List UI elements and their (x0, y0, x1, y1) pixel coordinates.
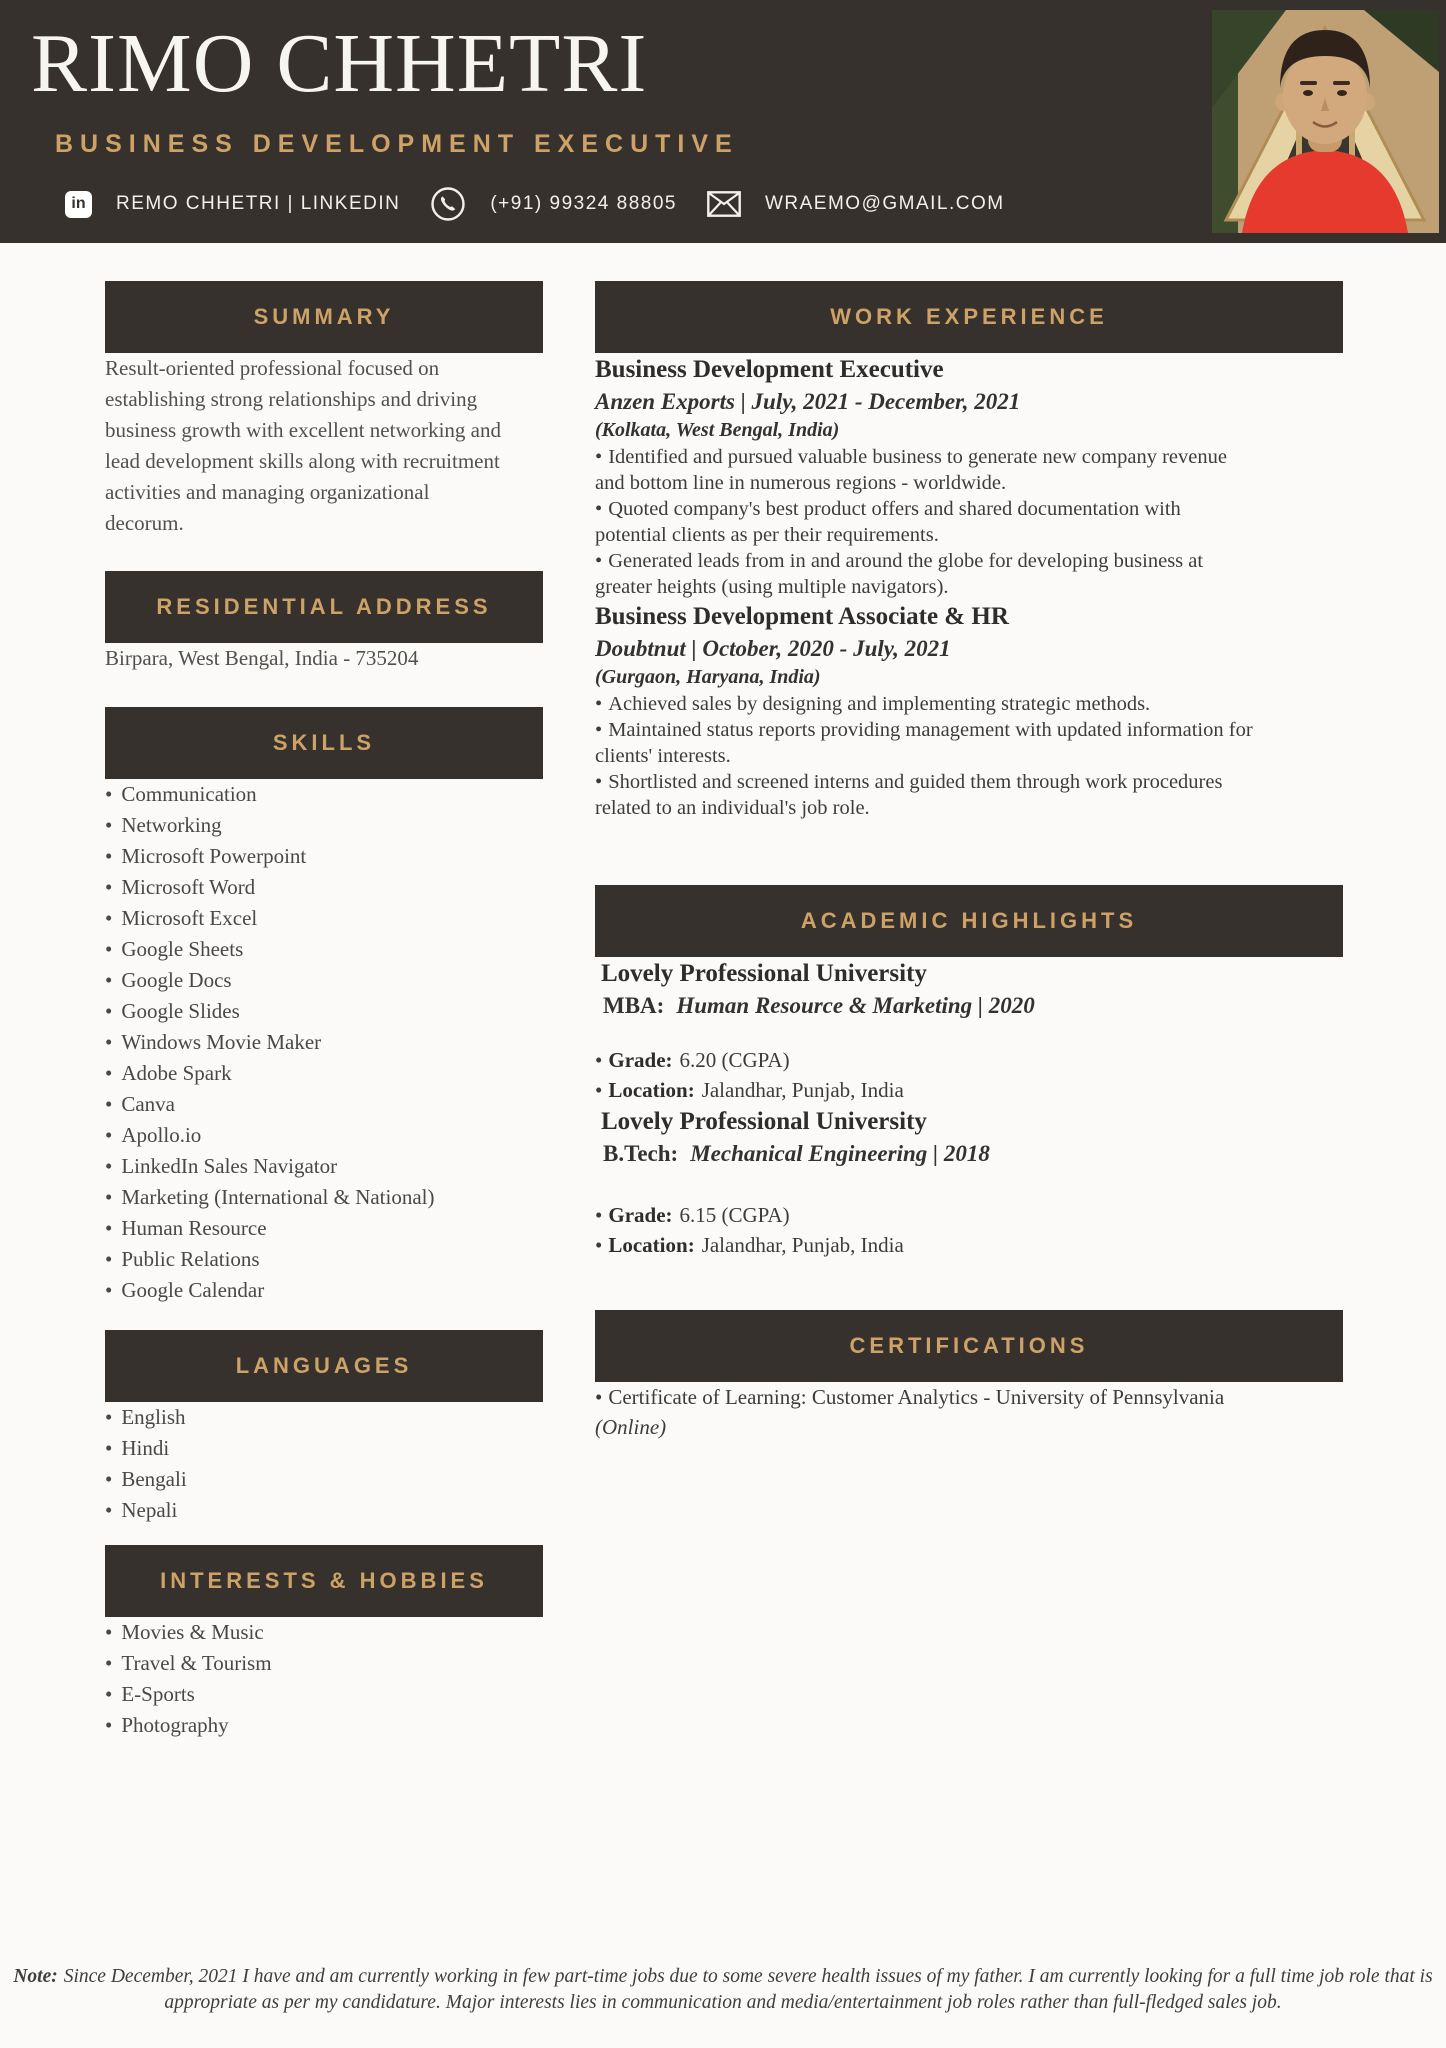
person-job-title: BUSINESS DEVELOPMENT EXECUTIVE (55, 130, 739, 158)
languages-list (105, 1402, 543, 1526)
job-location: (Kolkata, West Bengal, India) (595, 419, 840, 441)
header (0, 0, 1446, 243)
degree-line: B.Tech: Mechanical Engineering | 2018 (603, 1141, 990, 1166)
list-item: • Google Calendar (105, 1278, 265, 1302)
section-heading-work-experience: WORK EXPERIENCE (595, 281, 1343, 353)
list-item: • Hindi (105, 1436, 170, 1460)
section-heading-summary: SUMMARY (105, 281, 543, 353)
job-location: (Gurgaon, Haryana, India) (595, 666, 821, 688)
list-item: • Adobe Spark (105, 1061, 232, 1085)
right-column (595, 281, 1343, 1442)
location-line: • Location: Jalandhar, Punjab, India (595, 1233, 904, 1257)
list-item: • LinkedIn Sales Navigator (105, 1154, 338, 1178)
list-item: • Google Slides (105, 999, 240, 1023)
list-item: • Marketing (International & National) (105, 1185, 435, 1209)
envelope-icon (707, 191, 741, 217)
email-label: WRAEMO@GMAIL.COM (764, 193, 1005, 214)
phone-label: (+91) 99324 88805 (490, 193, 677, 214)
section-heading-skills: SKILLS (105, 707, 543, 779)
list-item: • Google Sheets (105, 937, 244, 961)
section-heading-certifications: CERTIFICATIONS (595, 1310, 1343, 1382)
grade-line: • Grade: 6.20 (CGPA) (595, 1048, 790, 1072)
school-name: Lovely Professional University (601, 960, 927, 987)
job-bullet: • Quoted company's best product offers and shared documentation with potential clients as per their requirements. (595, 498, 1181, 546)
phone-icon (430, 186, 466, 222)
linkedin-icon: in (65, 191, 92, 218)
section-heading-academics: ACADEMIC HIGHLIGHTS (595, 885, 1343, 957)
job-company-dates: Anzen Exports | July, 2021 - December, 2021 (595, 389, 1021, 414)
job-title: Business Development Associate & HR (595, 603, 1009, 630)
job-bullet: • Achieved sales by designing and implementing strategic methods. (595, 693, 1151, 715)
section-heading-languages: LANGUAGES (105, 1330, 543, 1402)
job-bullet: • Generated leads from in and around the globe for developing business at greater heights (using multiple navigators). (595, 550, 1204, 598)
list-item: • Bengali (105, 1467, 187, 1491)
location-line: • Location: Jalandhar, Punjab, India (595, 1078, 904, 1102)
address-text: Birpara, West Bengal, India - 735204 (105, 646, 419, 670)
left-column (105, 281, 543, 1741)
note-label: Note: (13, 1966, 58, 1987)
linkedin-label: REMO CHHETRI | LINKEDIN (116, 193, 401, 214)
list-item: • Canva (105, 1092, 176, 1116)
summary-text: Result-oriented professional focused on establishing strong relationships and driving business growth with excellent networking and lead development skills along with recruitment activities and managing organizational decorum. (105, 356, 502, 535)
list-item: • Travel & Tourism (105, 1651, 272, 1675)
school-details (595, 1045, 1343, 1105)
list-item: • E-Sports (105, 1682, 195, 1706)
list-item: • Microsoft Word (105, 875, 256, 899)
school-details (595, 1200, 1343, 1260)
list-item: • Movies & Music (105, 1620, 264, 1644)
list-item: • English (105, 1405, 186, 1429)
footer-note (13, 1964, 1433, 2016)
list-item: • Photography (105, 1713, 229, 1737)
person-name: RIMO CHHETRI (31, 17, 648, 110)
profile-photo (1212, 10, 1439, 233)
list-item: • Networking (105, 813, 222, 837)
list-item: • Microsoft Excel (105, 906, 258, 930)
certification-item: • Certificate of Learning: Customer Analytics - University of Pennsylvania (Online) (595, 1385, 1225, 1439)
job-title: Business Development Executive (595, 356, 944, 383)
list-item: • Apollo.io (105, 1123, 202, 1147)
grade-line: • Grade: 6.15 (CGPA) (595, 1203, 790, 1227)
skills-list (105, 779, 543, 1306)
contact-row (65, 186, 1005, 222)
list-item: • Windows Movie Maker (105, 1030, 322, 1054)
interests-list (105, 1617, 543, 1741)
section-heading-address: RESIDENTIAL ADDRESS (105, 571, 543, 643)
list-item: • Human Resource (105, 1216, 267, 1240)
list-item: • Communication (105, 782, 257, 806)
section-heading-interests: INTERESTS & HOBBIES (105, 1545, 543, 1617)
note-text: Since December, 2021 I have and am currently working in few part-time jobs due to some severe health issues of my father. I am currently looking for a full time job role that is appropriate as per my candidature. Major interests lies in communication and media/entertainment job roles rather than full-fledged sales job. (63, 1966, 1433, 2013)
job-company-dates: Doubtnut | October, 2020 - July, 2021 (595, 636, 951, 661)
list-item: • Microsoft Powerpoint (105, 844, 307, 868)
job-bullet: • Identified and pursued valuable business to generate new company revenue and bottom line in numerous regions - worldwide. (595, 446, 1227, 494)
list-item: • Public Relations (105, 1247, 260, 1271)
list-item: • Google Docs (105, 968, 232, 992)
job-bullet: • Shortlisted and screened interns and guided them through work procedures related to an individual's job role. (595, 771, 1223, 819)
job-bullet: • Maintained status reports providing management with updated information for clients' interests. (595, 719, 1253, 767)
degree-line: MBA: Human Resource & Marketing | 2020 (603, 993, 1035, 1018)
school-name: Lovely Professional University (601, 1108, 927, 1135)
list-item: • Nepali (105, 1498, 178, 1522)
